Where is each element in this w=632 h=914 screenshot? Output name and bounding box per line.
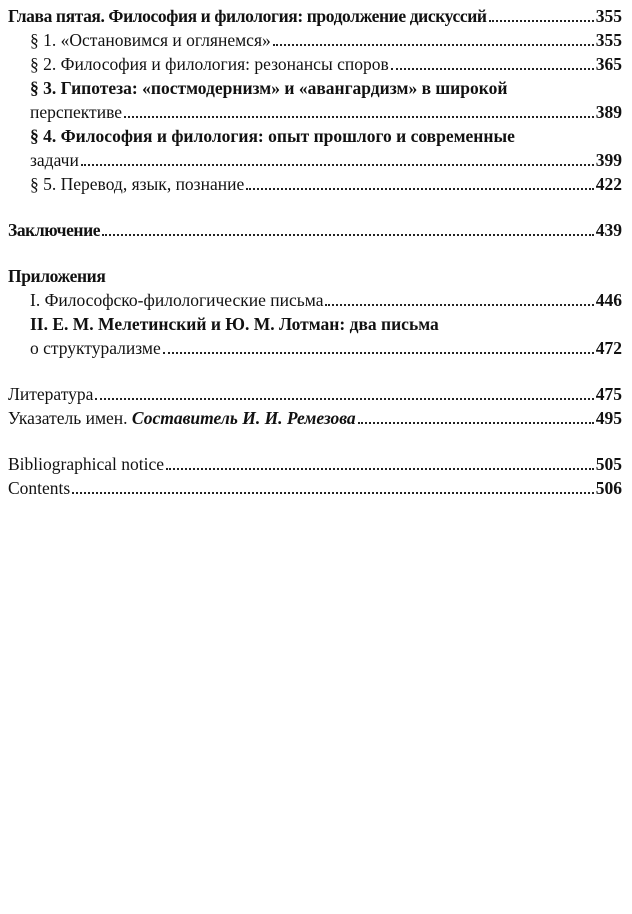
toc-appendix-1-page: 446: [595, 290, 622, 310]
toc-index-title: [8, 406, 356, 430]
toc-appendices-heading: Приложения: [8, 266, 106, 286]
toc-conclusion-title: Заключение: [8, 220, 101, 240]
dot-leader: [163, 352, 594, 354]
toc-appendix-2-title-line1: II. Е. М. Мелетинский и Ю. М. Лотман: два письма: [30, 314, 439, 334]
toc-appendix-2-page: 472: [595, 338, 622, 358]
toc-literature: [8, 382, 622, 406]
toc-section-3-title-line2: перспективе: [30, 102, 122, 122]
dot-leader: [95, 398, 593, 400]
toc-contents: [8, 476, 622, 500]
toc-section-3-page: 389: [595, 102, 622, 122]
table-of-contents: [8, 4, 622, 500]
dot-leader: [124, 116, 594, 118]
dot-leader: [166, 468, 594, 470]
toc-contents-title: Contents: [8, 478, 71, 498]
toc-index-title-italic: Составитель И. И. Ремезова: [131, 408, 356, 428]
toc-section-4: [8, 148, 622, 172]
dot-leader: [72, 492, 594, 494]
toc-section-1-page: 355: [595, 30, 622, 50]
dot-leader: [325, 304, 593, 306]
toc-appendix-2: [8, 336, 622, 360]
dot-leader: [358, 422, 594, 424]
spacer: [8, 430, 622, 452]
toc-section-4-title-line2: задачи: [30, 150, 79, 170]
toc-index: [8, 406, 622, 430]
toc-appendix-2-title-line2: о структурализме: [30, 338, 161, 358]
dot-leader: [102, 234, 594, 236]
dot-leader: [246, 188, 594, 190]
toc-section-4-page: 399: [595, 150, 622, 170]
spacer: [8, 242, 622, 264]
toc-bibliographical-notice-page: 505: [595, 454, 622, 474]
dot-leader: [489, 20, 594, 22]
toc-section-4-title-line1: § 4. Философия и филология: опыт прошлого и современные: [30, 126, 515, 146]
toc-conclusion: [8, 218, 622, 242]
toc-bibliographical-notice: [8, 452, 622, 476]
toc-bibliographical-notice-title: Bibliographical notice: [8, 454, 164, 474]
toc-chapter-5-title: Глава пятая. Философия и филология: продолжение дискуссий: [8, 6, 487, 26]
toc-section-2: [8, 52, 622, 76]
toc-section-3-title-line1: § 3. Гипотеза: «постмодернизм» и «авангардизм» в широкой: [30, 78, 508, 98]
toc-chapter-5: [8, 4, 622, 28]
toc-index-page: 495: [595, 408, 622, 428]
toc-section-2-page: 365: [595, 54, 622, 74]
spacer: [8, 360, 622, 382]
toc-literature-page: 475: [595, 384, 622, 404]
toc-section-1-title: § 1. «Остановимся и оглянемся»: [30, 30, 271, 50]
toc-index-title-plain: Указатель имен.: [8, 408, 132, 428]
toc-contents-page: 506: [595, 478, 622, 498]
toc-appendix-1: [8, 288, 622, 312]
dot-leader: [273, 44, 594, 46]
toc-conclusion-page: 439: [595, 220, 622, 240]
dot-leader: [81, 164, 594, 166]
toc-literature-title: Литература: [8, 384, 94, 404]
toc-appendix-1-title: I. Философско-филологические письма: [30, 290, 324, 310]
spacer: [8, 196, 622, 218]
toc-section-5: [8, 172, 622, 196]
toc-section-1: [8, 28, 622, 52]
toc-chapter-5-page: 355: [595, 6, 622, 26]
dot-leader: [391, 68, 594, 70]
toc-section-5-title: § 5. Перевод, язык, познание: [30, 174, 245, 194]
toc-section-3: [8, 100, 622, 124]
toc-section-2-title: § 2. Философия и филология: резонансы споров: [30, 54, 389, 74]
toc-section-5-page: 422: [595, 174, 622, 194]
